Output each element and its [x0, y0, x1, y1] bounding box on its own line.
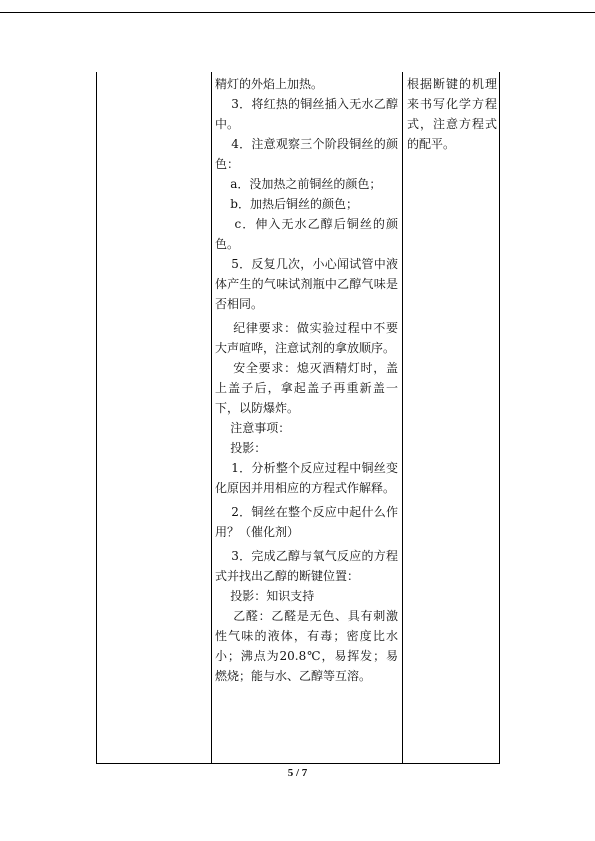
paragraph: 乙醛：乙醛是无色、具有刺激性气味的液体，有毒；密度比水小；沸点为20.8℃，易挥发；易燃烧；能与水、乙醇等互溶。	[215, 609, 398, 683]
paragraph: 根据断键的机理来书写化学方程式，注意方程式的配平。	[407, 77, 497, 151]
paragraph: 5．反复几次，小心闻试管中液体产生的气味试剂瓶中乙醇气味是否相同。	[215, 257, 398, 311]
paragraph: b．加热后铜丝的颜色；	[215, 197, 358, 211]
column-divider-right	[402, 72, 403, 763]
paragraph: 投影：	[215, 441, 267, 455]
design-intent-cell	[403, 72, 499, 154]
paragraph: 安全要求：熄灭酒精灯时，盖上盖子后，拿起盖子再重新盖一下，以防爆炸。	[215, 361, 398, 415]
paragraph: 2．铜丝在整个反应中起什么作用？（催化剂）	[215, 505, 398, 539]
paragraph: a．没加热之前铜丝的颜色；	[215, 177, 382, 191]
paragraph: 3．将红热的铜丝插入无水乙醇中。	[215, 97, 398, 131]
teaching-activities-cell	[212, 72, 402, 686]
paragraph: 1．分析整个反应过程中铜丝变化原因并用相应的方程式作解释。	[215, 461, 398, 495]
paragraph: 纪律要求：做实验过程中不要大声喧哗，注意试剂的拿放顺序。	[215, 321, 398, 355]
lesson-table	[96, 72, 500, 764]
paragraph: 3．完成乙醇与氧气反应的方程式并找出乙醇的断键位置：	[215, 549, 398, 583]
paragraph: 注意事项：	[215, 421, 291, 435]
paragraph: 精灯的外焰上加热。	[215, 77, 324, 91]
paragraph: c．伸入无水乙醇后铜丝的颜色。	[215, 217, 398, 251]
paragraph: 4．注意观察三个阶段铜丝的颜色：	[215, 137, 398, 171]
header-rule	[0, 12, 595, 13]
page-number: 5 / 7	[287, 767, 308, 779]
paragraph: 投影：知识支持	[215, 589, 315, 603]
